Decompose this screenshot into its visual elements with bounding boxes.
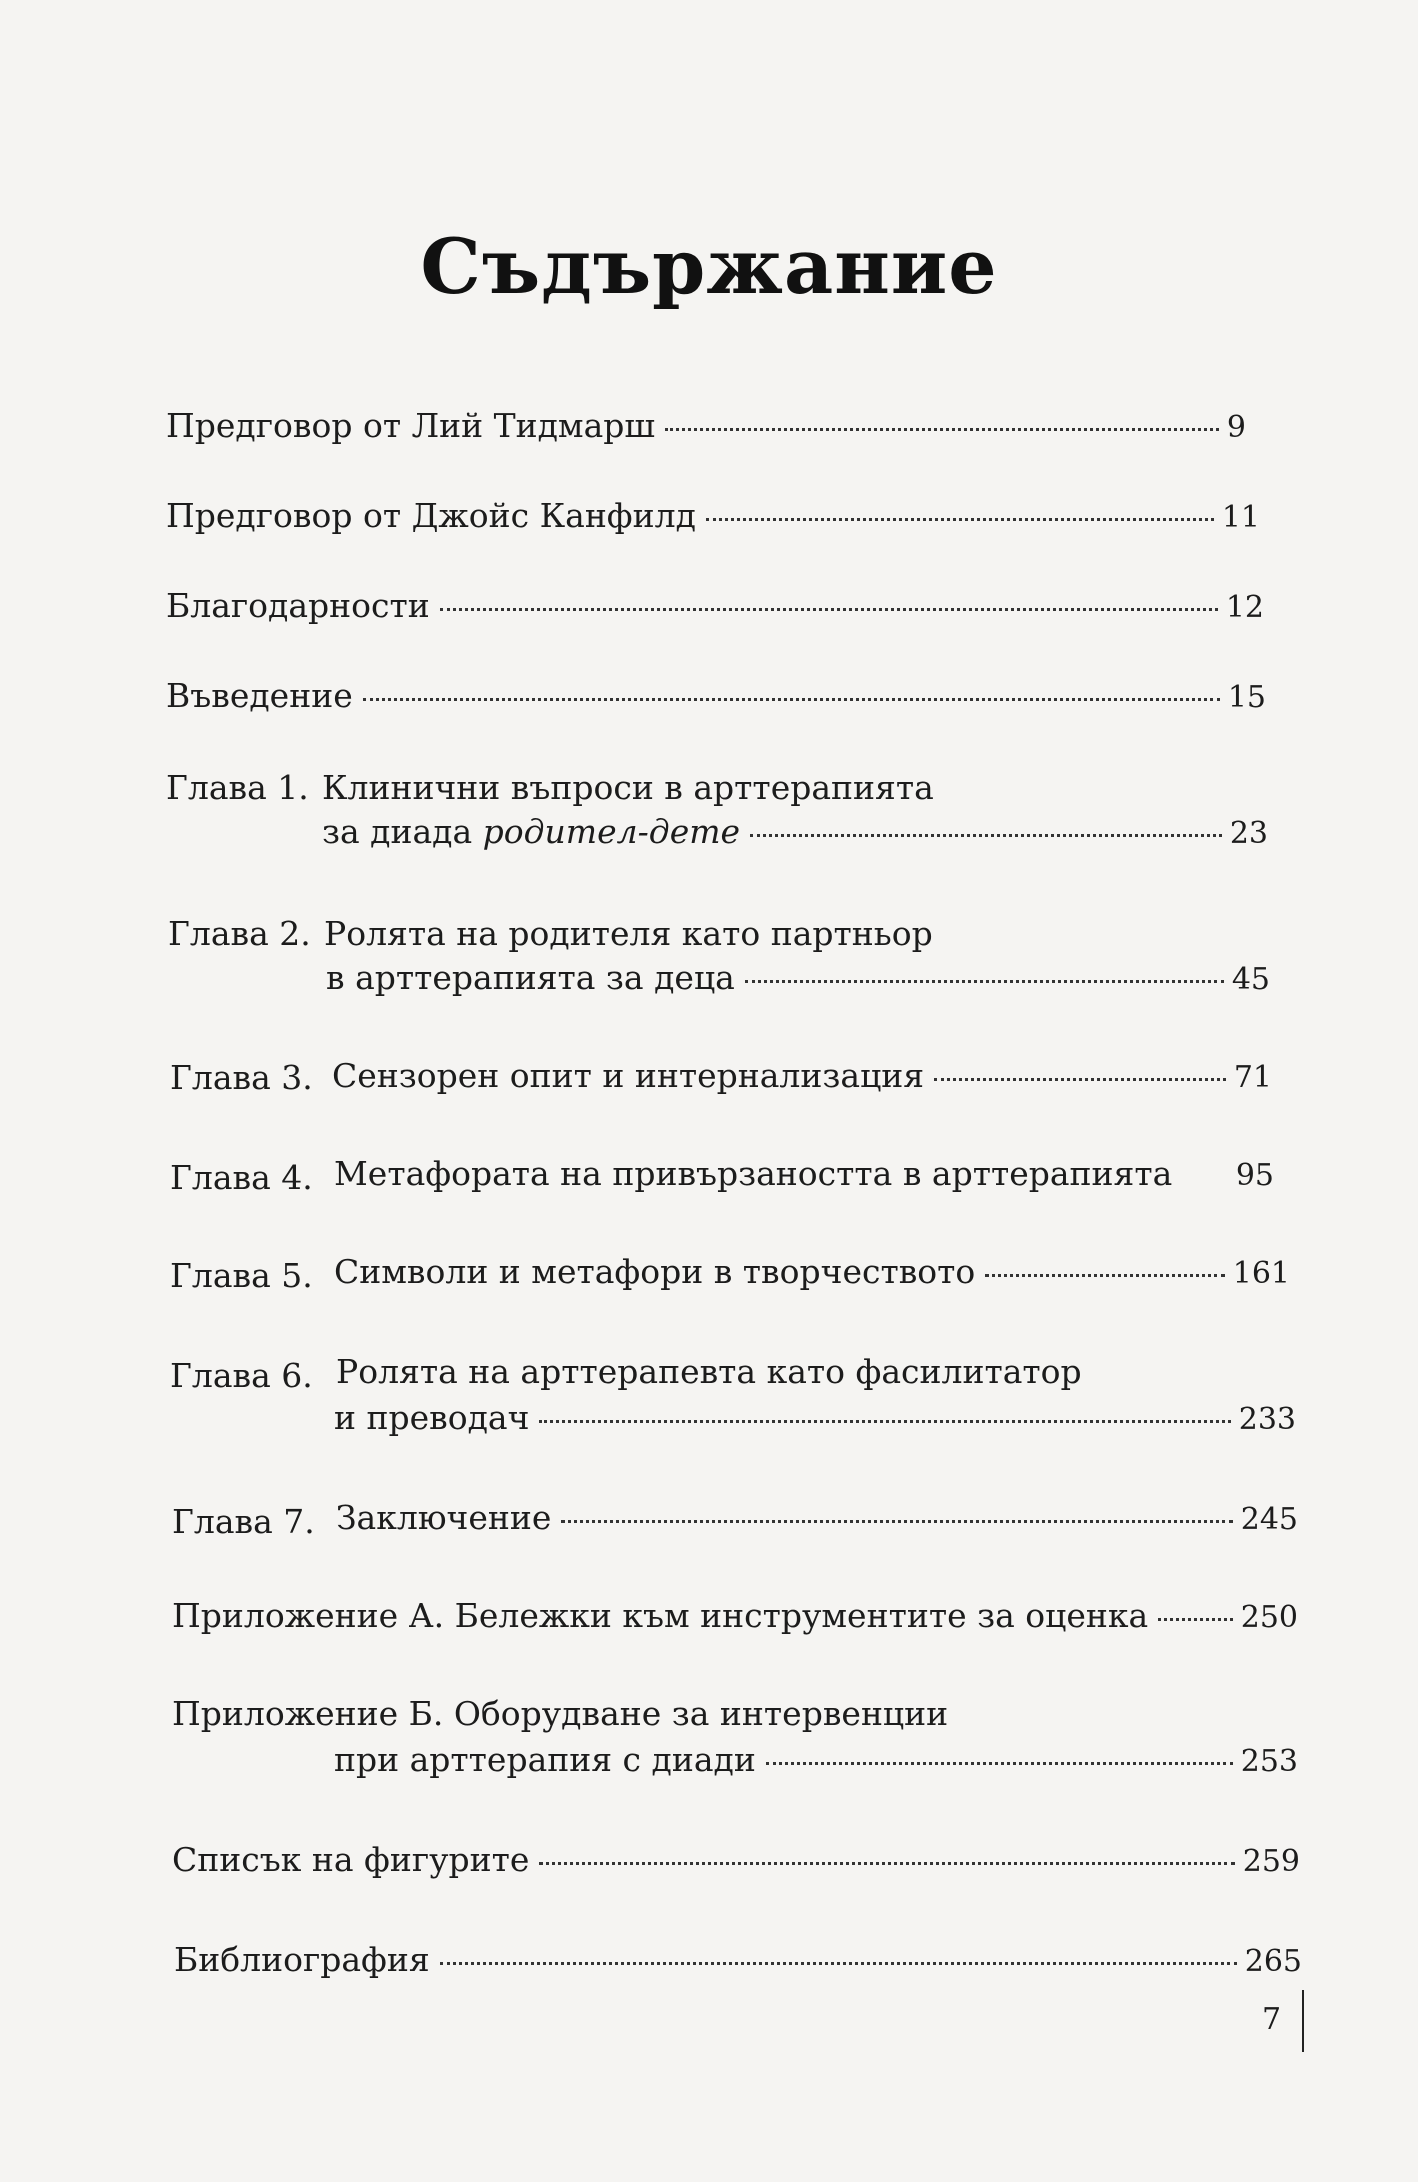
chapter-title-continued: в арттерапията за деца (326, 958, 735, 997)
toc-page-number: 45 (1231, 962, 1270, 997)
toc-entry-label: Списък на фигурите (172, 1840, 530, 1879)
dot-leader (766, 1762, 1233, 1765)
toc-entry-label: Приложение Б. Оборудване за интервенции (172, 1694, 949, 1733)
chapter-title: Сензорен опит и интернализация (332, 1056, 925, 1095)
chapter-title: Заключение (336, 1498, 552, 1537)
toc-page-number: 161 (1232, 1256, 1290, 1291)
dot-leader (440, 1962, 1237, 1965)
chapter-number: Глава 2. (168, 914, 311, 953)
toc-page-number: 23 (1229, 816, 1268, 851)
chapter-title-continued: и преводач (334, 1398, 530, 1437)
chapter-number: Глава 5. (170, 1256, 313, 1295)
chapter-number: Глава 6. (170, 1356, 313, 1395)
toc-entry-label: Предговор от Лий Тидмарш (166, 406, 656, 445)
dot-leader (985, 1274, 1224, 1277)
dot-leader (665, 428, 1219, 431)
footer-rule (1302, 1990, 1304, 2052)
toc-page-number: 259 (1242, 1844, 1300, 1879)
toc-entry-label: Библиография (174, 1940, 430, 1979)
chapter-title: Ролята на родителя като партньор (324, 914, 933, 953)
toc-entry-label: Въведение (166, 676, 353, 715)
toc-page-number: 253 (1240, 1744, 1298, 1779)
chapter-number: Глава 1. (166, 768, 309, 807)
chapter-title: Ролята на арттерапевта като фасилитатор (336, 1352, 1082, 1391)
dot-leader (750, 834, 1222, 837)
toc-page-number: 12 (1225, 590, 1264, 625)
toc-entry-label: Предговор от Джойс Канфилд (166, 496, 696, 535)
dot-leader (363, 698, 1220, 701)
toc-page-number: 95 (1235, 1158, 1274, 1193)
toc-page-number: 9 (1226, 410, 1246, 445)
dot-leader (440, 608, 1218, 611)
toc-page-number: 233 (1238, 1402, 1296, 1437)
page-title: Съдържание (420, 222, 998, 311)
dot-leader (706, 518, 1214, 521)
toc-page-number: 245 (1240, 1502, 1298, 1537)
chapter-title-continued: за диада родител-дете (322, 812, 741, 851)
toc-page-number: 265 (1244, 1944, 1302, 1979)
page-number: 7 (1262, 2002, 1282, 2037)
dot-leader (539, 1862, 1234, 1865)
toc-entry-label: Приложение А. Бележки към инструментите за оценка (172, 1596, 1149, 1635)
chapter-number: Глава 3. (170, 1058, 313, 1097)
chapter-number: Глава 4. (170, 1158, 313, 1197)
toc-page-number: 15 (1227, 680, 1266, 715)
dot-leader (561, 1520, 1232, 1523)
toc-page-number: 250 (1240, 1600, 1298, 1635)
dot-leader (539, 1420, 1230, 1423)
dot-leader (1158, 1618, 1233, 1621)
italic-term: родител-дете (482, 812, 741, 851)
chapter-title: Символи и метафори в творчеството (334, 1252, 976, 1291)
toc-page-number: 71 (1233, 1060, 1272, 1095)
chapter-title: Клинични въпроси в арттерапията (322, 768, 934, 807)
toc-entry-label-continued: при арттерапия с диади (334, 1740, 756, 1779)
toc-page-number: 11 (1221, 500, 1260, 535)
dot-leader (745, 980, 1224, 983)
dot-leader (934, 1078, 1226, 1081)
chapter-title: Метафората на привързаността в арттерапията (334, 1154, 1173, 1193)
toc-entry-label: Благодарности (166, 586, 430, 625)
chapter-number: Глава 7. (172, 1502, 315, 1541)
